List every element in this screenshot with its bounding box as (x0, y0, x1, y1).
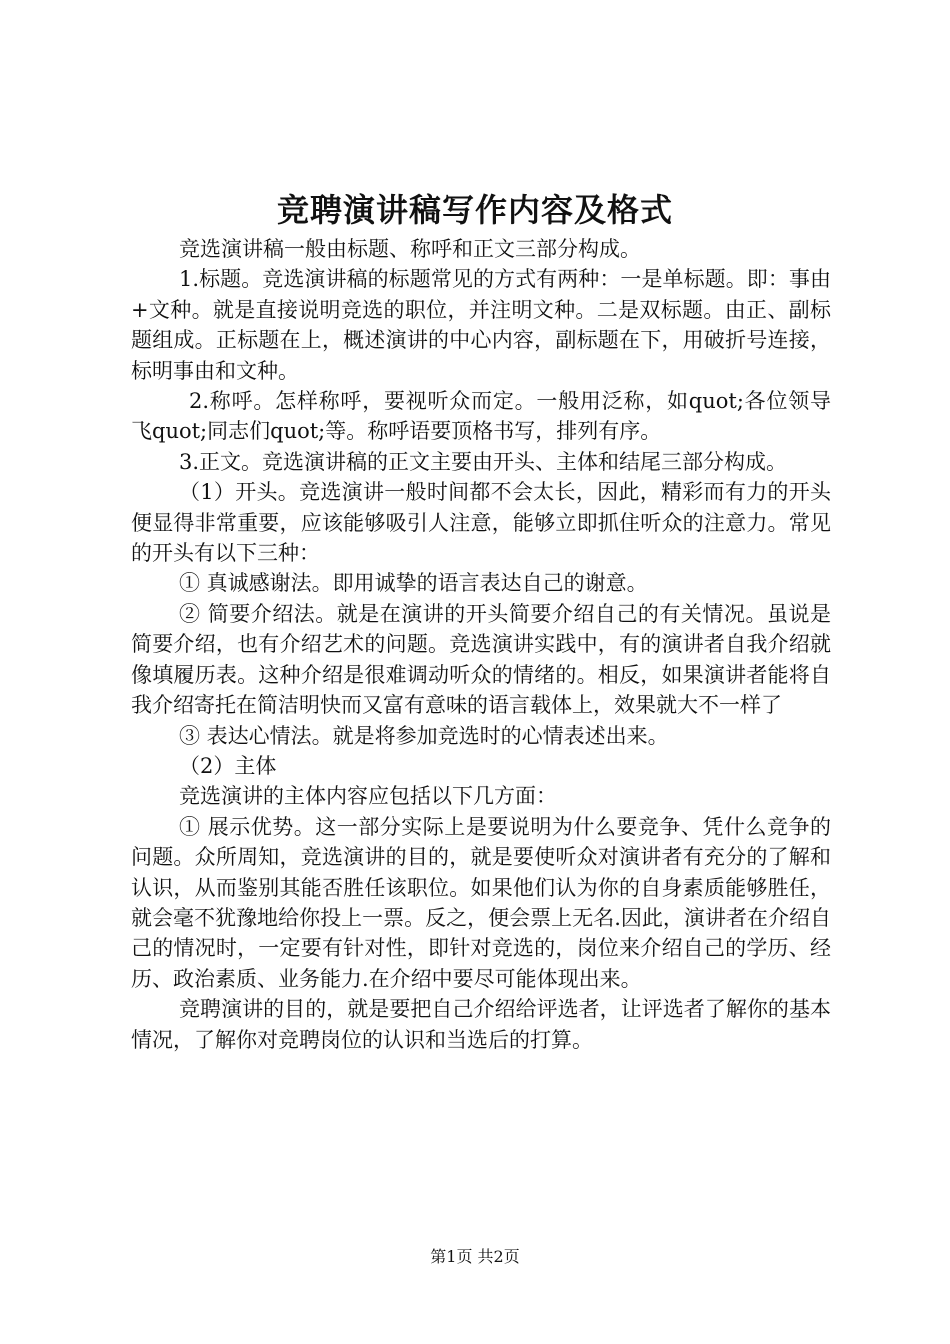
paragraph-title-section: 1.标题。竞选演讲稿的标题常见的方式有两种：一是单标题。即：事由+文种。就是直接说明竞选的职位，并注明文种。二是双标题。由正、副标题组成。正标题在上，概述演讲的中心内容，副标题在下，用破折号连接，标明事由和文种。 (131, 267, 831, 383)
paragraph-body-section: 3.正文。竞选演讲稿的正文主要由开头、主体和结尾三部分构成。 (179, 449, 788, 474)
paragraph-purpose: 竞聘演讲的目的，就是要把自己介绍给评选者，让评选者了解你的基本情况，了解你对竞聘岗位的认识和当选后的打算。 (131, 997, 831, 1052)
page-footer: 第1页 共2页 (430, 1247, 520, 1266)
paragraph-method-2: ② 简要介绍法。就是在演讲的开头简要介绍自己的有关情况。虽说是简要介绍，也有介绍艺术的问题。竞选演讲实践中，有的演讲者自我介绍就像填履历表。这种介绍是很难调动听众的情绪的。相反，如果演讲者能将自我介绍寄托在简洁明快而又富有意味的语言载体上，效果就大不一样了 (131, 601, 831, 718)
paragraph-main-intro: 竞选演讲的主体内容应包括以下几方面： (179, 784, 557, 809)
paragraph-method-3: ③ 表达心情法。就是将参加竞选时的心情表述出来。 (179, 723, 669, 748)
paragraph-main-heading: （2）主体 (179, 753, 277, 778)
paragraph-method-1: ① 真诚感谢法。即用诚挚的语言表达自己的谢意。 (179, 571, 648, 596)
paragraph-salutation: 2.称呼。怎样称呼，要视听众而定。一般用泛称，如quot;各位领导飞quot;同志们quot;等。称呼语要顶格书写，排列有序。 (131, 389, 831, 444)
paragraph-opening: （1）开头。竞选演讲一般时间都不会太长，因此，精彩而有力的开头便显得非常重要，应该能够吸引人注意，能够立即抓住听众的注意力。常见的开头有以下三种： (131, 480, 831, 566)
paragraph-advantages: ① 展示优势。这一部分实际上是要说明为什么要竞争、凭什么竞争的问题。众所周知，竞选演讲的目的，就是要使听众对演讲者有充分的了解和认识，从而鉴别其能否胜任该职位。如果他们认为你的自身素质能够胜任，就会毫不犹豫地给你投上一票。反之，便会票上无名.因此，演讲者在介绍自己的情况时，一定要有针对性，即针对竞选的，岗位来介绍自己的学历、经历、政治素质、业务能力.在介绍中要尽可能体现出来。 (131, 814, 831, 991)
document-title: 竞聘演讲稿写作内容及格式 (276, 191, 673, 229)
paragraph-intro: 竞选演讲稿一般由标题、称呼和正文三部分构成。 (179, 237, 641, 261)
document-body (131, 234, 831, 1055)
